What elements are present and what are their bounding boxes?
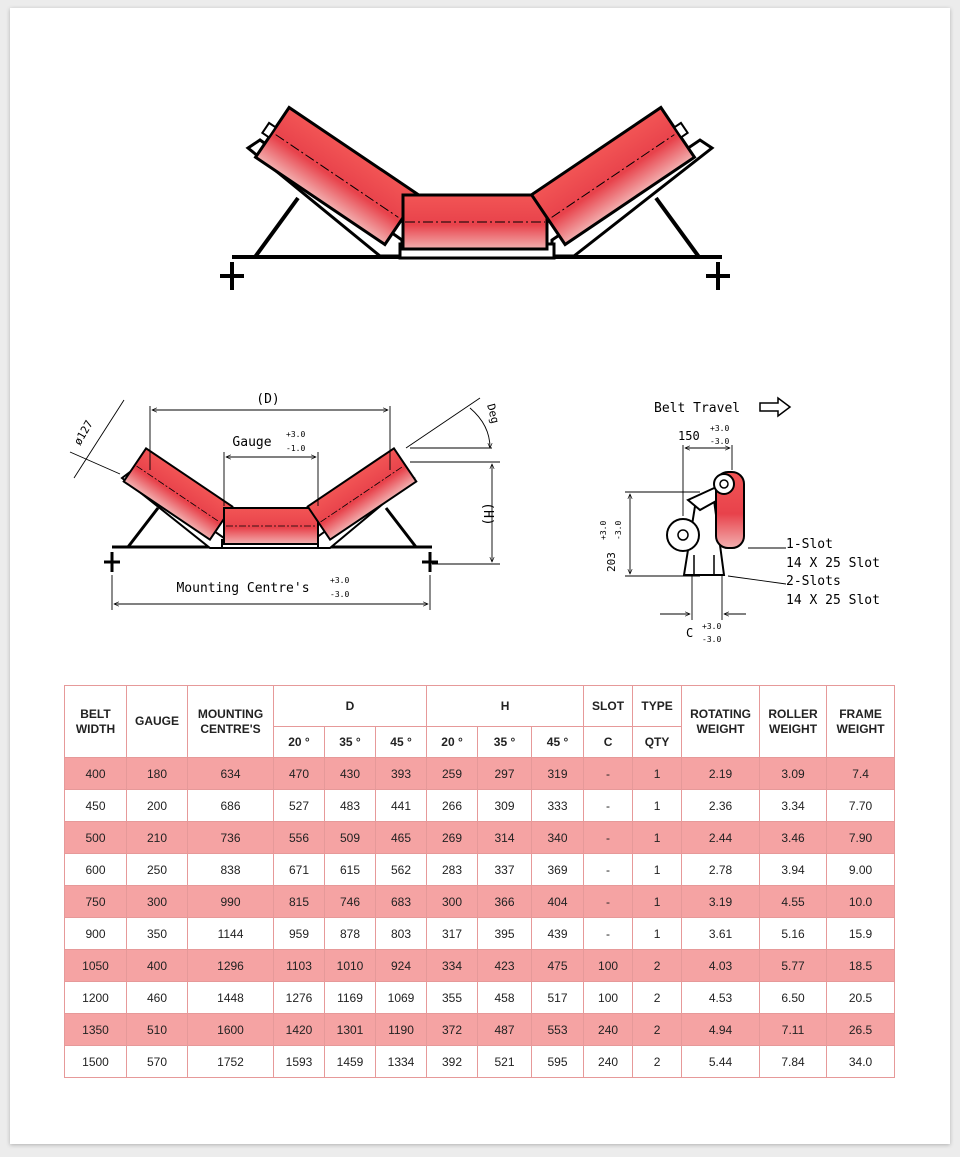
table-cell: 500 [65, 822, 127, 854]
table-cell: 900 [65, 918, 127, 950]
header-belt-width: BELT WIDTH [65, 686, 127, 758]
table-row [65, 758, 895, 790]
table-cell: 1296 [188, 950, 274, 982]
table-cell: 1593 [274, 1046, 325, 1078]
table-cell: 1 [633, 822, 682, 854]
table-cell: 300 [427, 886, 478, 918]
table-cell: 458 [478, 982, 532, 1014]
table-cell: 1200 [65, 982, 127, 1014]
table-cell: 34.0 [827, 1046, 895, 1078]
header-h-35: 35 ° [478, 727, 532, 758]
table-cell: 6.50 [760, 982, 827, 1014]
table-cell: 521 [478, 1046, 532, 1078]
table-cell: 4.55 [760, 886, 827, 918]
table-row [65, 886, 895, 918]
table-cell: 4.03 [682, 950, 760, 982]
header-type: TYPE [633, 686, 682, 727]
table-cell: 26.5 [827, 1014, 895, 1046]
table-row [65, 854, 895, 886]
table-cell: 460 [127, 982, 188, 1014]
table-cell: 393 [376, 758, 427, 790]
table-cell: 400 [65, 758, 127, 790]
table-row [65, 982, 895, 1014]
table-cell: 1448 [188, 982, 274, 1014]
dim-150-tol-plus: +3.0 [710, 424, 730, 433]
spec-table [64, 685, 895, 1078]
table-cell: 746 [325, 886, 376, 918]
table-row [65, 790, 895, 822]
slot1-size: 14 X 25 Slot [786, 556, 880, 571]
header-rotating-weight: ROTATING WEIGHT [682, 686, 760, 758]
header-mounting: MOUNTING CENTRE'S [188, 686, 274, 758]
header-gauge: GAUGE [127, 686, 188, 758]
table-cell: 483 [325, 790, 376, 822]
table-cell: 475 [532, 950, 584, 982]
table-cell: 350 [127, 918, 188, 950]
table-cell: 959 [274, 918, 325, 950]
table-cell: 1 [633, 790, 682, 822]
header-roller-weight: ROLLER WEIGHT [760, 686, 827, 758]
table-cell: 4.94 [682, 1014, 760, 1046]
table-cell: 366 [478, 886, 532, 918]
table-cell: 1050 [65, 950, 127, 982]
table-cell: 3.61 [682, 918, 760, 950]
belt-travel-label: Belt Travel [654, 401, 741, 416]
table-cell: 1301 [325, 1014, 376, 1046]
table-cell: 465 [376, 822, 427, 854]
header-d-45: 45 ° [376, 727, 427, 758]
header-d-35: 35 ° [325, 727, 376, 758]
table-cell: 2 [633, 1046, 682, 1078]
table-cell: 18.5 [827, 950, 895, 982]
table-cell: 2.36 [682, 790, 760, 822]
table-row [65, 822, 895, 854]
idler-large-view [220, 103, 730, 290]
label-h: (H) [480, 502, 495, 526]
table-cell: 337 [478, 854, 532, 886]
table-cell: 404 [532, 886, 584, 918]
header-d: D [274, 686, 427, 727]
label-mounting: Mounting Centre's [176, 581, 310, 596]
gauge-tol-plus: +3.0 [286, 430, 306, 439]
table-cell: 15.9 [827, 918, 895, 950]
idler-dimension-view [70, 398, 500, 610]
table-cell: 210 [127, 822, 188, 854]
table-cell: 7.4 [827, 758, 895, 790]
c-tol-plus: +3.0 [702, 622, 722, 631]
dim-150: 150 [678, 429, 700, 443]
table-cell: 4.53 [682, 982, 760, 1014]
table-cell: 3.34 [760, 790, 827, 822]
table-body [65, 758, 895, 1078]
table-cell: 10.0 [827, 886, 895, 918]
table-cell: 392 [427, 1046, 478, 1078]
table-cell: - [584, 886, 633, 918]
header-h-45: 45 ° [532, 727, 584, 758]
table-cell: 7.11 [760, 1014, 827, 1046]
table-cell: 1 [633, 918, 682, 950]
table-cell: 2.44 [682, 822, 760, 854]
table-cell: 400 [127, 950, 188, 982]
table-cell: 1500 [65, 1046, 127, 1078]
table-cell: 395 [478, 918, 532, 950]
table-cell: 7.84 [760, 1046, 827, 1078]
table-cell: 2.19 [682, 758, 760, 790]
table-cell: 487 [478, 1014, 532, 1046]
table-cell: 527 [274, 790, 325, 822]
table-cell: 990 [188, 886, 274, 918]
table-cell: 1190 [376, 1014, 427, 1046]
table-cell: 1 [633, 886, 682, 918]
table-cell: 340 [532, 822, 584, 854]
table-cell: 3.19 [682, 886, 760, 918]
table-cell: 369 [532, 854, 584, 886]
table-cell: 3.94 [760, 854, 827, 886]
table-cell: 683 [376, 886, 427, 918]
table-cell: 5.77 [760, 950, 827, 982]
table-cell: 878 [325, 918, 376, 950]
table-cell: 3.46 [760, 822, 827, 854]
table-row [65, 950, 895, 982]
table-cell: 1276 [274, 982, 325, 1014]
table-cell: 450 [65, 790, 127, 822]
header-h-20: 20 ° [427, 727, 478, 758]
table-cell: 7.90 [827, 822, 895, 854]
dim-203-tol-plus: +3.0 [599, 520, 608, 540]
table-cell: 423 [478, 950, 532, 982]
table-cell: 333 [532, 790, 584, 822]
header-type-qty: QTY [633, 727, 682, 758]
table-cell: 7.70 [827, 790, 895, 822]
table-cell: 5.44 [682, 1046, 760, 1078]
table-cell: 2 [633, 1014, 682, 1046]
table-cell: 562 [376, 854, 427, 886]
table-cell: 266 [427, 790, 478, 822]
table-cell: - [584, 918, 633, 950]
table-cell: 2 [633, 982, 682, 1014]
table-cell: 1 [633, 854, 682, 886]
table-cell: 1010 [325, 950, 376, 982]
dim-150-tol-minus: -3.0 [710, 437, 730, 446]
table-cell: 441 [376, 790, 427, 822]
table-row [65, 1014, 895, 1046]
table-cell: 1103 [274, 950, 325, 982]
table-cell: 615 [325, 854, 376, 886]
table-cell: 686 [188, 790, 274, 822]
table-row [65, 1046, 895, 1078]
table-cell: 553 [532, 1014, 584, 1046]
table-cell: 600 [65, 854, 127, 886]
header-slot: SLOT [584, 686, 633, 727]
table-cell: 1144 [188, 918, 274, 950]
table-cell: 259 [427, 758, 478, 790]
table-cell: 1600 [188, 1014, 274, 1046]
gauge-tol-minus: -1.0 [286, 444, 306, 453]
dim-203-tol-minus: -3.0 [614, 520, 623, 540]
table-cell: 240 [584, 1014, 633, 1046]
table-cell: 509 [325, 822, 376, 854]
table-cell: 100 [584, 982, 633, 1014]
label-angle: Deg [484, 402, 502, 425]
label-c: C [686, 626, 694, 640]
slot1-title: 1-Slot [786, 537, 833, 552]
table-cell: 1752 [188, 1046, 274, 1078]
table-cell: 297 [478, 758, 532, 790]
table-cell: 439 [532, 918, 584, 950]
header-slot-c: C [584, 727, 633, 758]
label-127: ø127 [71, 418, 96, 448]
mounting-tol-minus: -3.0 [330, 590, 350, 599]
table-cell: 334 [427, 950, 478, 982]
label-gauge: Gauge [232, 435, 272, 450]
table-cell: 556 [274, 822, 325, 854]
table-cell: 300 [127, 886, 188, 918]
table-cell: 240 [584, 1046, 633, 1078]
table-cell: 200 [127, 790, 188, 822]
table-cell: 250 [127, 854, 188, 886]
dim-203: 203 [605, 552, 618, 572]
header-h: H [427, 686, 584, 727]
table-cell: 1169 [325, 982, 376, 1014]
c-tol-minus: -3.0 [702, 635, 722, 644]
table-cell: 309 [478, 790, 532, 822]
table-cell: 815 [274, 886, 325, 918]
table-cell: 803 [376, 918, 427, 950]
table-cell: 372 [427, 1014, 478, 1046]
table-cell: 517 [532, 982, 584, 1014]
table-cell: 283 [427, 854, 478, 886]
table-cell: 20.5 [827, 982, 895, 1014]
table-cell: 470 [274, 758, 325, 790]
table-cell: 595 [532, 1046, 584, 1078]
table-cell: 100 [584, 950, 633, 982]
table-cell: 1334 [376, 1046, 427, 1078]
table-cell: 510 [127, 1014, 188, 1046]
table-cell: 9.00 [827, 854, 895, 886]
table-cell: 314 [478, 822, 532, 854]
table-cell: - [584, 790, 633, 822]
slot2-title: 2-Slots [786, 574, 841, 589]
table-cell: 634 [188, 758, 274, 790]
table-cell: 570 [127, 1046, 188, 1078]
table-cell: 671 [274, 854, 325, 886]
table-cell: 317 [427, 918, 478, 950]
table-cell: 1420 [274, 1014, 325, 1046]
table-cell: 924 [376, 950, 427, 982]
table-cell: 430 [325, 758, 376, 790]
mounting-tol-plus: +3.0 [330, 576, 350, 585]
table-cell: - [584, 854, 633, 886]
table-cell: 319 [532, 758, 584, 790]
header-frame-weight: FRAME WEIGHT [827, 686, 895, 758]
slot2-size: 14 X 25 Slot [786, 593, 880, 608]
table-cell: 180 [127, 758, 188, 790]
table-cell: 736 [188, 822, 274, 854]
table-cell: 1459 [325, 1046, 376, 1078]
table-cell: 1350 [65, 1014, 127, 1046]
table-row [65, 918, 895, 950]
label-d: (D) [256, 392, 280, 407]
table-cell: - [584, 822, 633, 854]
table-cell: 1069 [376, 982, 427, 1014]
table-cell: 3.09 [760, 758, 827, 790]
table-cell: 269 [427, 822, 478, 854]
table-cell: 2 [633, 950, 682, 982]
header-d-20: 20 ° [274, 727, 325, 758]
idler-side-view [625, 398, 790, 620]
table-cell: 5.16 [760, 918, 827, 950]
table-cell: 838 [188, 854, 274, 886]
table-cell: 2.78 [682, 854, 760, 886]
table-cell: 1 [633, 758, 682, 790]
table-cell: - [584, 758, 633, 790]
table-cell: 355 [427, 982, 478, 1014]
table-cell: 750 [65, 886, 127, 918]
